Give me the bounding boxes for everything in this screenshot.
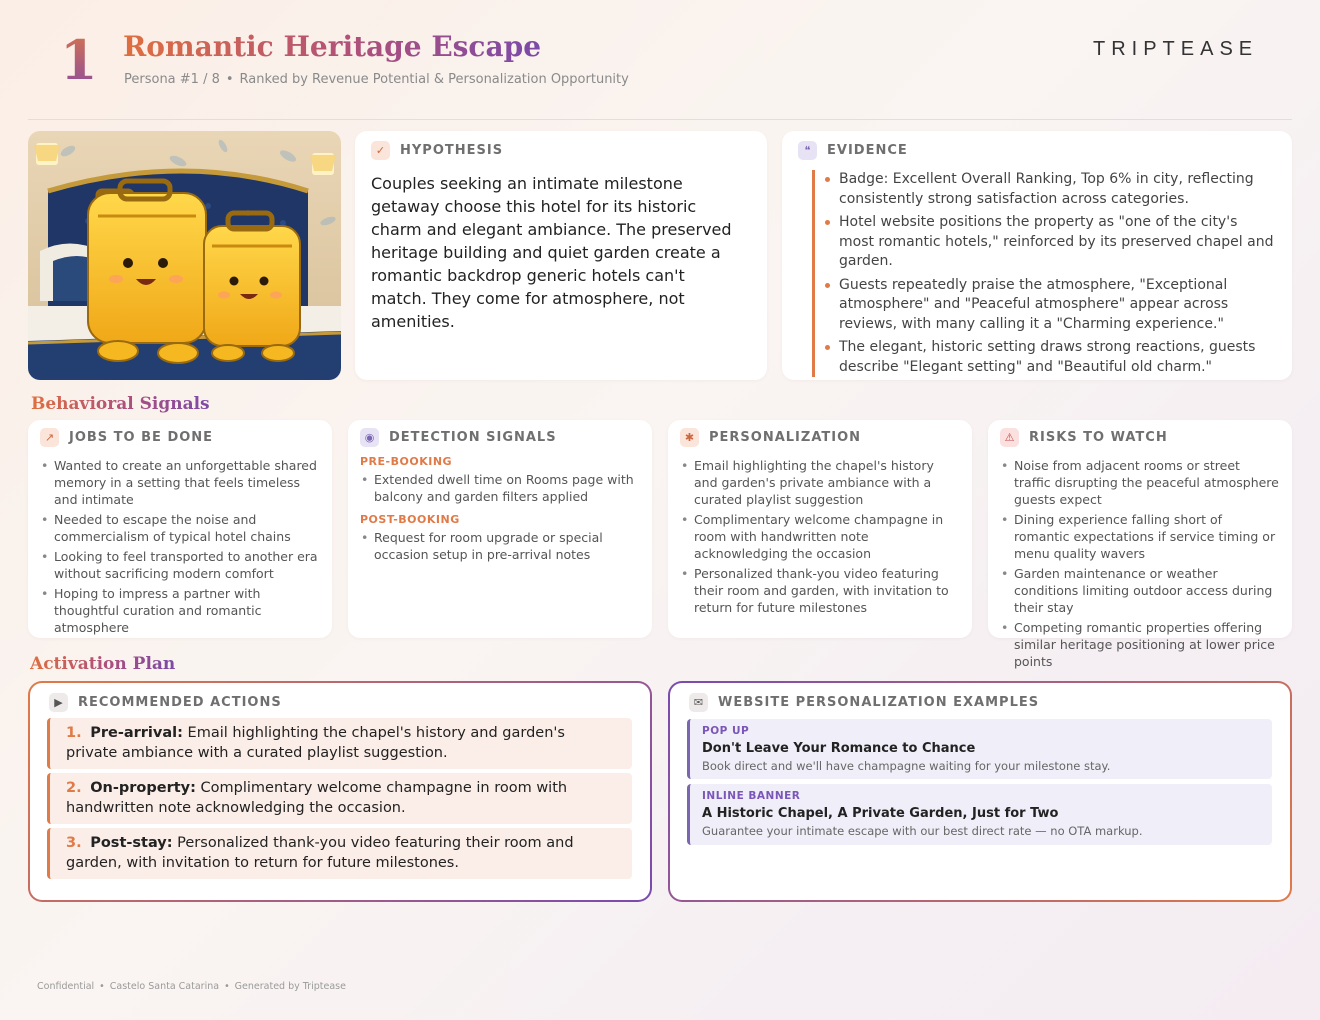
risks-card [988,420,1292,669]
post-booking-list [360,529,640,563]
hypothesis-text: Couples seeking an intimate milestone getaway choose this hotel for its historic charm and elegant ambiance. The preserved heritage building and quiet garden create a romantic backdrop generic hotels can't match. They come for atmosphere, not amenities. [371,174,732,331]
list-item: • Competing romantic properties offering similar heritage positioning at lower price points [1000,619,1280,670]
suitcase-couple-illustration [28,131,341,380]
list-item: • Dining experience falling short of romantic expectations if service timing or menu quality wavers [1000,511,1280,562]
action-item [47,773,632,824]
detection-header [360,428,640,447]
footer-confidential: Confidential [37,981,95,992]
list-item: • Request for room upgrade or special occasion setup in pre-arrival notes [360,529,640,563]
action-text: Personalized thank-you video featuring their room and garden, with invitation to return for future milestones. [66,835,574,871]
personalization-label: PERSONALIZATION [709,430,862,445]
detection-card [348,420,652,638]
sparkle-icon: ✱ [680,428,699,447]
evidence-item: Guests repeatedly praise the atmosphere, "Exceptional atmosphere" and "Peaceful atmosphere" appear across reviews, with many calling it a "Charming experience." [839,276,1276,335]
hypothesis-card [355,131,767,380]
eye-icon: ◉ [360,428,379,447]
footer-generated: Generated by Triptease [234,981,346,992]
popup-example [687,719,1272,779]
example-body: Guarantee your intimate escape with our best direct rate — no OTA markup. [702,824,1143,838]
evidence-list [812,170,1276,377]
jobs-label: JOBS TO BE DONE [69,430,214,445]
play-icon: ▶ [49,693,68,712]
list-item: • Needed to escape the noise and commercialism of typical hotel chains [40,511,320,545]
ranking-note: Ranked by Revenue Potential & Personalization Opportunity [239,72,629,87]
separator-dot: • [99,981,105,992]
list-item: • Personalized thank-you video featuring their room and garden, with invitation to return for future milestones [680,565,960,616]
brand-logo: TRIPTEASE [1093,38,1259,60]
action-text: Email highlighting the chapel's history and garden's private ambiance with a curated playlist suggestion. [66,725,565,761]
jobs-list [40,457,320,636]
action-number: 2. [66,780,82,796]
page-footer [37,981,346,992]
hypothesis-label: HYPOTHESIS [400,143,504,158]
action-number: 3. [66,835,82,851]
list-item: • Wanted to create an unforgettable shared memory in a setting that feels timeless and intimate [40,457,320,508]
action-text: Complimentary welcome champagne in room with handwritten note acknowledging the occasion. [66,780,568,816]
risks-list [1000,457,1280,670]
list-item: • Noise from adjacent rooms or street traffic disrupting the peaceful atmosphere guests expect [1000,457,1280,508]
arrow-up-right-icon: ↗ [40,428,59,447]
evidence-item: Badge: Excellent Overall Ranking, Top 6% in city, reflecting consistently strong satisfaction across categories. [839,170,1276,209]
evidence-item: The elegant, historic setting draws strong reactions, guests describe "Elegant setting" and "Beautiful old charm." [839,338,1276,377]
website-personalization-card [668,681,1292,902]
example-headline: Don't Leave Your Romance to Chance [702,741,976,756]
example-type: POP UP [702,725,750,737]
website-label: WEBSITE PERSONALIZATION EXAMPLES [718,695,1040,710]
persona-subtitle [124,72,629,87]
action-item [47,828,632,879]
evidence-label: EVIDENCE [827,143,908,158]
personalization-list [680,457,960,616]
actions-label: RECOMMENDED ACTIONS [78,695,282,710]
action-item [47,718,632,769]
quote-icon: ❝ [798,141,817,160]
persona-index: Persona #1 / 8 [124,72,220,87]
action-number: 1. [66,725,82,741]
list-item: • Garden maintenance or weather conditions limiting outdoor access during their stay [1000,565,1280,616]
behavioral-signals-title: Behavioral Signals [31,394,210,414]
example-body: Book direct and we'll have champagne waiting for your milestone stay. [702,759,1111,773]
check-icon: ✓ [371,141,390,160]
mail-icon: ✉ [689,693,708,712]
persona-hero-image [28,131,341,380]
personalization-card [668,420,972,638]
activation-plan-title: Activation Plan [30,654,176,674]
separator-dot: • [225,72,234,87]
website-header [689,693,1039,712]
footer-property: Castelo Santa Catarina [109,981,220,992]
jobs-card [28,420,332,638]
list-item: • Complimentary welcome champagne in room with handwritten note acknowledging the occasion [680,511,960,562]
risks-header [1000,428,1280,447]
actions-header [49,693,282,712]
personalization-header [680,428,960,447]
risks-label: RISKS TO WATCH [1029,430,1168,445]
evidence-item: Hotel website positions the property as "one of the city's most romantic hotels," reinforced by its preserved chapel and garden. [839,213,1276,272]
detection-label: DETECTION SIGNALS [389,430,557,445]
example-type: INLINE BANNER [702,790,801,802]
pre-booking-label: PRE-BOOKING [360,455,453,468]
action-label: Post-stay: [90,835,173,851]
list-item: • Email highlighting the chapel's history and garden's private ambiance with a curated playlist suggestion [680,457,960,508]
list-item: • Looking to feel transported to another era without sacrificing modern comfort [40,548,320,582]
evidence-card [782,131,1292,380]
action-label: Pre-arrival: [90,725,183,741]
hypothesis-header [371,141,751,160]
persona-rank: 1 [60,28,98,92]
inline-banner-example [687,784,1272,845]
jobs-header [40,428,320,447]
separator-dot: • [224,981,230,992]
list-item: • Extended dwell time on Rooms page with balcony and garden filters applied [360,471,640,505]
recommended-actions-card [28,681,652,902]
action-label: On-property: [90,780,196,796]
pre-booking-list [360,471,640,505]
warning-icon: ⚠ [1000,428,1019,447]
header-divider [28,119,1292,120]
list-item: • Hoping to impress a partner with thoughtful curation and romantic atmosphere [40,585,320,636]
evidence-header [798,141,1276,160]
page-header [0,0,1320,120]
persona-title: Romantic Heritage Escape [123,30,542,63]
example-headline: A Historic Chapel, A Private Garden, Just for Two [702,806,1059,821]
post-booking-label: POST-BOOKING [360,513,460,526]
